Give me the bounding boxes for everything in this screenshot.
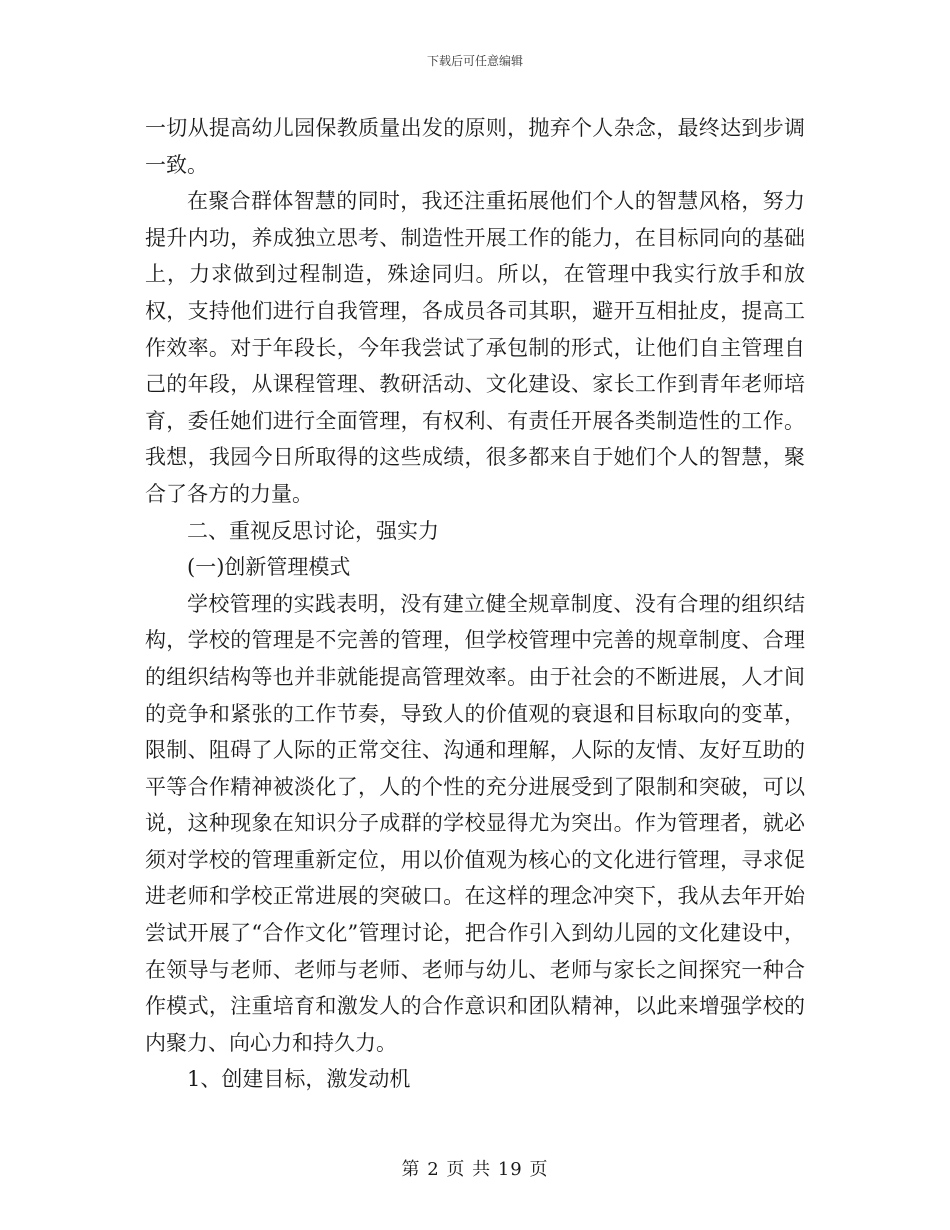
item-heading: 1、创建目标，激发动机	[187, 1067, 411, 1092]
page-footer: 第 2 页 共 19 页	[401, 1159, 549, 1180]
paragraph-body: 学校管理的实践表明，没有建立健全规章制度、没有合理的组织结构，学校的管理是不完善的管理，但学校管理中完善的规章制度、合理的组织结构等也并非就能提高管理效率。由于社会的不断进展，人才间的竞争和紧张的工作节奏，导致人的价值观的衰退和目标取向的变革，限制、阻碍了人际的正常交往、沟通和理解，人际的友情、友好互助的平等合作精神被淡化了，人的个性的充分进展受到了限制和突破，可以说，这种现象在知识分子成群的学校显得尤为突出。作为管理者，就必须对学校的管理重新定位，用以价值观为核心的文化进行管理，寻求促进老师和学校正常进展的突破口。在这样的理念冲突下，我从去年开始尝试开展了“合作文化”管理讨论，把合作引入到幼儿园的文化建设中，在领导与老师、老师与老师、老师与幼儿、老师与家长之间探究一种合作模式，注重培育和激发人的合作意识和团队精神，以此来增强学校的内聚力、向心力和持久力。	[145, 591, 805, 1055]
paragraph-body: 在聚合群体智慧的同时，我还注重拓展他们个人的智慧风格，努力提升内功，养成独立思考、制造性开展工作的能力，在目标同向的基础上，力求做到过程制造，殊途同归。所以，在管理中我实行放手和放权，支持他们进行自我管理，各成员各司其职，避开互相扯皮，提高工作效率。对于年段长，今年我尝试了承包制的形式，让他们自主管理自己的年段，从课程管理、教研活动、文化建设、家长工作到青年老师培育，委任她们进行全面管理，有权利、有责任开展各类制造性的工作。我想，我园今日所取得的这些成绩，很多都来自于她们个人的智慧，聚合了各方的力量。	[145, 189, 805, 506]
paragraph-continuation: 一切从提高幼儿园保教质量出发的原则，抛弃个人杂念，最终达到步调一致。	[145, 116, 805, 177]
document-body	[145, 110, 805, 1098]
section-heading: 二、重视反思讨论，强实力	[187, 518, 439, 543]
page-header: 下载后可任意编辑	[426, 54, 523, 68]
subsection-heading: (一)创新管理模式	[187, 555, 351, 580]
